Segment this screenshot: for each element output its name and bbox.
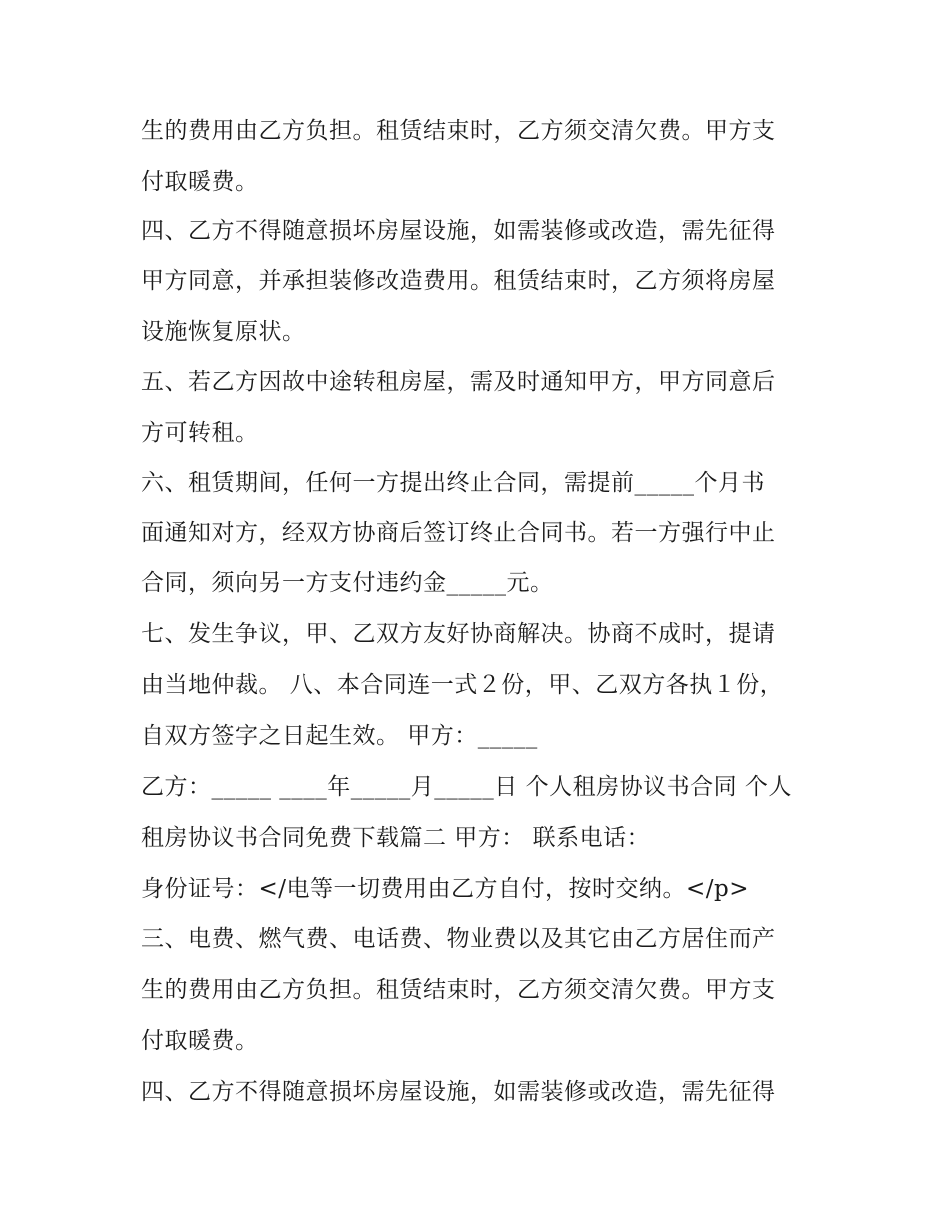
text-line-19: 付取暖费。 [141, 1028, 259, 1054]
text-line-3: 四、乙方不得随意损坏房屋设施，如需装修或改造，需先征得 [141, 218, 776, 244]
text-line-18: 生的费用由乙方负担。租赁结束时，乙方须交清欠费。甲方支 [141, 977, 776, 1003]
text-line-8: 六、租赁期间，任何一方提出终止合同，需提前_____个月书 [141, 470, 765, 496]
text-line-7: 方可转租。 [141, 420, 259, 446]
text-line-10: 合同，须向另一方支付违约金_____元。 [141, 570, 554, 596]
text-line-4: 甲方同意，并承担装修改造费用。租赁结束时，乙方须将房屋 [141, 268, 776, 294]
text-line-13: 自双方签字之日起生效。 甲方：_____ [141, 723, 538, 749]
text-line-1: 生的费用由乙方负担。租赁结束时，乙方须交清欠费。甲方支 [141, 118, 776, 144]
text-line-15: 租房协议书合同免费下载篇二 甲方： 联系电话： [141, 825, 651, 851]
text-line-2: 付取暖费。 [141, 169, 259, 195]
text-line-9: 面通知对方，经双方协商后签订终止合同书。若一方强行中止 [141, 520, 776, 546]
text-line-5: 设施恢复原状。 [141, 319, 306, 345]
text-line-14: 乙方：_____ ____年_____月_____日 个人租房协议书合同 个人 [141, 774, 792, 800]
text-line-6: 五、若乙方因故中途转租房屋，需及时通知甲方，甲方同意后 [141, 369, 776, 395]
text-line-17: 三、电费、燃气费、电话费、物业费以及其它由乙方居住而产 [141, 926, 776, 952]
text-line-20: 四、乙方不得随意损坏房屋设施，如需装修或改造，需先征得 [141, 1079, 776, 1105]
text-line-16: 身份证号：</电等一切费用由乙方自付，按时交纳。</p> [141, 876, 750, 902]
text-line-12: 由当地仲裁。 八、本合同连一式２份，甲、乙双方各执１份， [141, 672, 784, 698]
text-line-11: 七、发生争议，甲、乙双方友好协商解决。协商不成时，提请 [141, 621, 776, 647]
